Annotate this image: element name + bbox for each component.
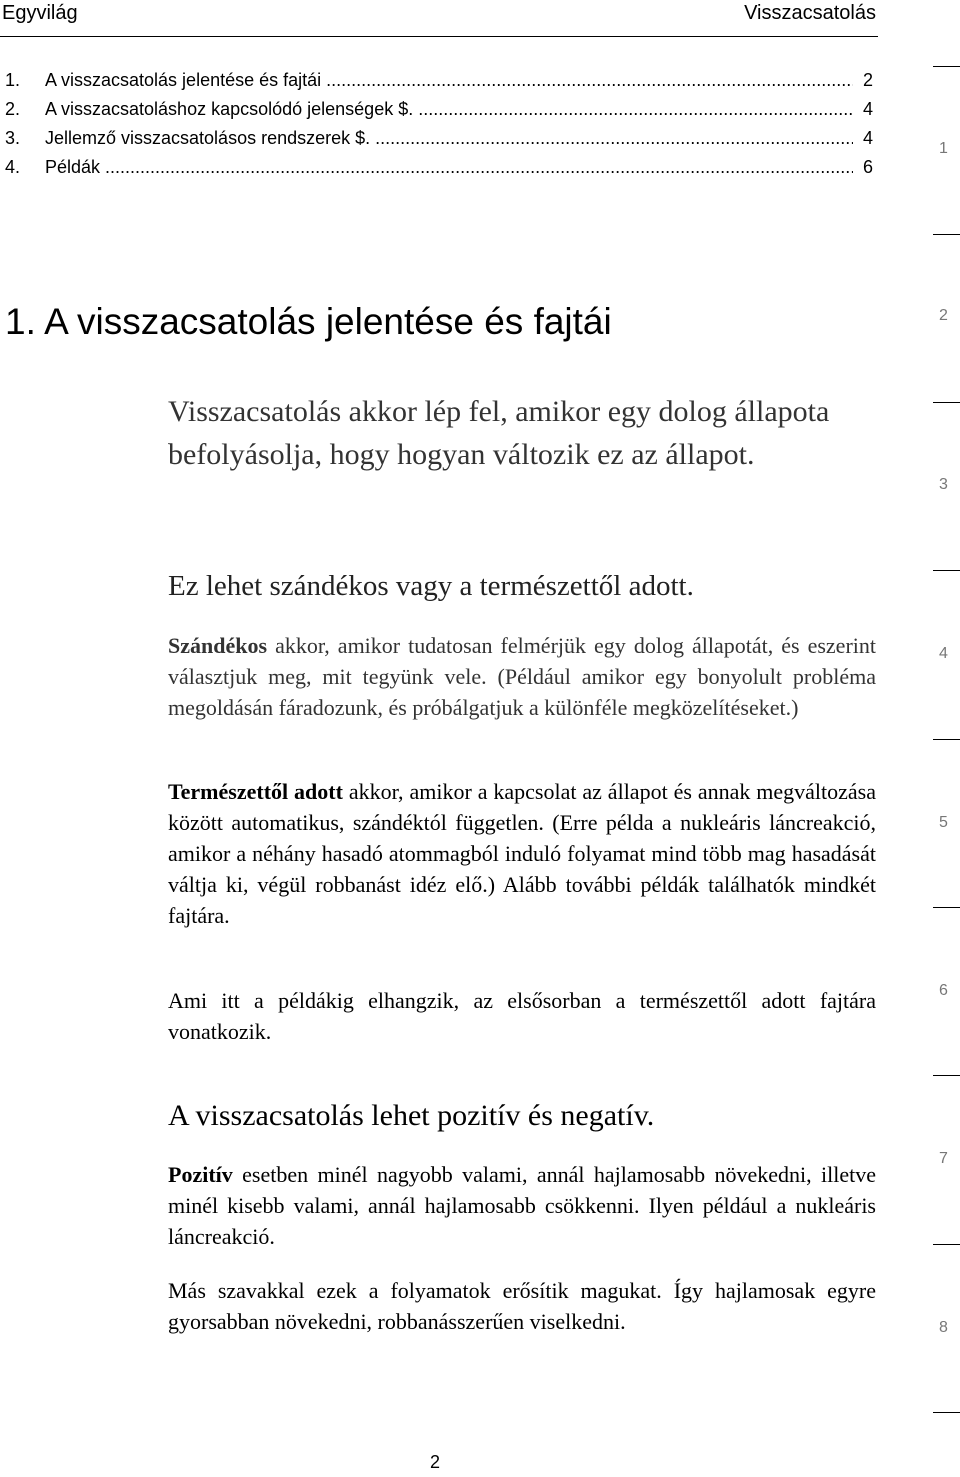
sidebar-divider <box>933 907 960 908</box>
table-of-contents <box>5 66 873 182</box>
toc-item-number: 3. <box>5 128 21 148</box>
toc-item-text: Példák ..... <box>45 153 853 182</box>
toc-item-number: 2. <box>5 99 21 119</box>
sidebar-number: 7 <box>939 1150 948 1167</box>
toc-item-number: 4. <box>5 157 21 177</box>
lead-paragraph: Visszacsatolás akkor lép fel, amikor egy dolog állapota befolyásolja, hogy hogyan változik ez az állapot. <box>168 395 830 471</box>
paragraph-text: esetben minél nagyobb valami, annál hajlamosabb növekedni, illetve minél kisebb valami, annál hajlamosabb csökkenni. Ilyen például a nukleáris láncreakció. <box>168 1162 876 1249</box>
toc-item[interactable] <box>5 124 873 153</box>
sidebar-divider <box>933 739 960 740</box>
sidebar-divider <box>933 234 960 235</box>
toc-item-text: A visszacsatoláshoz kapcsolódó jelenségek $. ..... <box>45 95 853 124</box>
toc-item-text: A visszacsatolás jelentése és fajtái ..... <box>45 66 853 95</box>
paragraph-text: akkor, amikor a kapcsolat az állapot és annak megváltozása között automatikus, szándéktól független. (Erre példa a nukleáris láncreakció, amikor a néhány hasadó atommagból induló folyamat mind több mag hasadását váltja ki, végül robbanást idéz elő.) Alább további példák találhatók mindkét fajtára. <box>168 779 876 928</box>
paragraph-intentional <box>168 630 876 723</box>
sidebar-number: 8 <box>939 1319 948 1336</box>
section-title: 1. A visszacsatolás jelentése és fajtái <box>5 301 612 342</box>
sidebar-divider <box>933 1412 960 1413</box>
toc-item[interactable] <box>5 95 873 124</box>
sidebar-divider <box>933 66 960 67</box>
toc-item-page: 4 <box>861 124 873 153</box>
sidebar-divider <box>933 1075 960 1076</box>
page-header <box>0 0 878 37</box>
slide-number-sidebar <box>933 0 960 1477</box>
paragraph-self-reinforcing: Más szavakkal ezek a folyamatok erősítik magukat. Így hajlamosak egyre gyorsabban növekedni, robbanásszerűen viselkedni. <box>168 1278 876 1334</box>
sidebar-number: 5 <box>939 814 948 831</box>
sidebar-number: 6 <box>939 982 948 999</box>
sidebar-number: 1 <box>939 140 948 157</box>
toc-item[interactable] <box>5 66 873 95</box>
page-number: 2 <box>430 1452 441 1472</box>
paragraph-positive <box>168 1159 876 1252</box>
sidebar-divider <box>933 570 960 571</box>
toc-item-number: 1. <box>5 70 21 90</box>
toc-item-text: Jellemző visszacsatolásos rendszerek $. ..... <box>45 124 853 153</box>
term-natural: Természettől adott <box>168 779 343 804</box>
sidebar-number: 2 <box>939 307 948 324</box>
toc-item-page: 2 <box>861 66 873 95</box>
toc-item-page: 6 <box>861 153 873 182</box>
sidebar-divider <box>933 1244 960 1245</box>
sidebar-divider <box>933 402 960 403</box>
paragraph-natural <box>168 776 876 931</box>
sidebar-number: 4 <box>939 645 948 662</box>
section-heading-2: A visszacsatolás lehet pozitív és negatív. <box>168 1099 655 1132</box>
sidebar-number: 3 <box>939 476 948 493</box>
subheading: Ez lehet szándékos vagy a természettől adott. <box>168 570 694 602</box>
toc-item-page: 4 <box>861 95 873 124</box>
toc-item[interactable] <box>5 153 873 182</box>
term-intentional: Szándékos <box>168 633 268 658</box>
paragraph-scope: Ami itt a példákig elhangzik, az elsősorban a természettől adott fajtára vonatkozik. <box>168 988 876 1044</box>
term-positive: Pozitív <box>168 1162 233 1187</box>
paragraph-text: akkor, amikor tudatosan felmérjük egy dolog állapotát, és eszerint választjuk meg, mit tegyünk vele. (Például amikor egy bonyolult probléma megoldásán fáradozunk, és próbálgatjuk a különféle megközelítéseket.) <box>168 633 876 720</box>
header-left-title: Egyvilág <box>2 2 78 24</box>
header-right-title: Visszacsatolás <box>744 2 876 24</box>
